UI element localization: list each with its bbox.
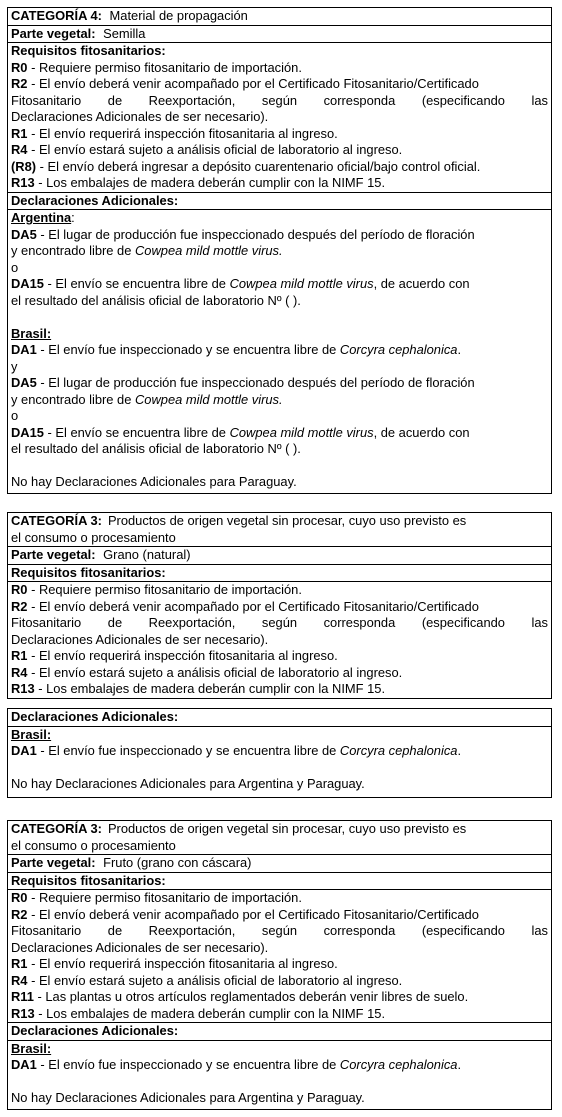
additional-declarations-table [7,708,552,798]
country-argentina: Argentina: [11,210,75,225]
plant-part-row [8,855,551,873]
req-r2: R2 - El envío deberá venir acompañado por el Certificado Fitosanitario/Certificado [11,76,479,91]
decl-da5-line2: y encontrado libre de Cowpea mild mottle virus. [11,391,283,407]
requirements-label: Requisitos fitosanitarios: [11,564,166,580]
plant-part-row [8,547,551,565]
plant-part-row [8,26,551,44]
requirements-label-row [8,565,551,583]
no-declarations-note: No hay Declaraciones Adicionales para Argentina y Paraguay. [11,776,365,791]
req-r2-line3: Declaraciones Adicionales de ser necesario). [11,109,269,124]
req-r2-line2: Fitosanitario de Reexportación, según corresponda (especificando las [11,615,548,630]
country-brasil: Brasil: [11,325,52,341]
req-r8: (R8) - El envío deberá ingresar a depósito cuarentenario oficial/bajo control oficial. [11,158,481,174]
declarations-header-row [8,1023,551,1041]
declarations-label: Declaraciones Adicionales: [11,1023,179,1038]
req-r4: R4 - El envío estará sujeto a análisis oficial de laboratorio al ingreso. [11,972,403,988]
decl-da1: DA1 - El envío fue inspeccionado y se encuentra libre de Corcyra cephalonica. [11,743,462,758]
category-row [8,821,551,855]
decl-or: o [11,259,19,275]
category-text: Material de propagación [109,8,248,23]
no-declarations-note: No hay Declaraciones Adicionales para Paraguay. [11,474,297,489]
plant-part-text: Semilla [103,25,146,41]
plant-part-label: Parte vegetal: [11,547,96,562]
category-4-table [7,7,552,494]
plant-part-label: Parte vegetal: [11,25,96,41]
req-r1: R1 - El envío requerirá inspección fitosanitaria al ingreso. [11,648,338,663]
decl-da5: DA5 - El lugar de producción fue inspeccionado después del período de floración [11,375,475,390]
category-text-line2: el consumo o procesamiento [11,837,176,853]
req-r13: R13 - Los embalajes de madera deberán cumplir con la NIMF 15. [11,175,386,190]
category-label: CATEGORÍA 4: [11,8,102,23]
decl-da15: DA15 - El envío se encuentra libre de Cowpea mild mottle virus, de acuerdo con [11,276,470,291]
declarations-body-row [8,1041,551,1109]
requirements-body-row [8,890,551,1023]
decl-and: y [11,358,18,374]
declarations-header-row [8,709,551,727]
decl-da1: DA1 - El envío fue inspeccionado y se encuentra libre de Corcyra cephalonica. [11,1057,462,1072]
req-r2-line3: Declaraciones Adicionales de ser necesario). [11,631,269,647]
req-r13: R13 - Los embalajes de madera deberán cumplir con la NIMF 15. [11,681,386,696]
requirements-label: Requisitos fitosanitarios: [11,872,166,888]
declarations-label: Declaraciones Adicionales: [11,709,179,724]
no-declarations-note: No hay Declaraciones Adicionales para Argentina y Paraguay. [11,1090,365,1105]
category-text-line2: el consumo o procesamiento [11,529,176,545]
req-r0: R0 - Requiere permiso fitosanitario de importación. [11,582,302,597]
req-r2-line2: Fitosanitario de Reexportación, según corresponda (especificando las [11,923,548,938]
req-r2: R2 - El envío deberá venir acompañado por el Certificado Fitosanitario/Certificado [11,906,479,922]
req-r2: R2 - El envío deberá venir acompañado por el Certificado Fitosanitario/Certificado [11,598,479,614]
declarations-header-row [8,193,551,211]
req-r0: R0 - Requiere permiso fitosanitario de importación. [11,59,302,75]
category-text: Productos de origen vegetal sin procesar, cuyo uso previsto es [107,513,467,528]
decl-da15-line2: el resultado del análisis oficial de laboratorio Nº ( ). [11,441,301,456]
category-3-grain-table [7,512,552,699]
req-r11: R11 - Las plantas u otros artículos reglamentados deberán venir libres de suelo. [11,989,469,1004]
country-brasil: Brasil: [11,1040,52,1056]
plant-part-text: Fruto (grano con cáscara) [103,855,252,870]
req-r1: R1 - El envío requerirá inspección fitosanitaria al ingreso. [11,125,338,141]
declarations-body-row [8,727,551,797]
req-r0: R0 - Requiere permiso fitosanitario de importación. [11,890,302,905]
decl-da5: DA5 - El lugar de producción fue inspeccionado después del período de floración [11,226,475,242]
requirements-label: Requisitos fitosanitarios: [11,43,166,58]
decl-da15: DA15 - El envío se encuentra libre de Cowpea mild mottle virus, de acuerdo con [11,424,470,440]
plant-part-text: Grano (natural) [103,547,191,562]
category-text: Productos de origen vegetal sin procesar, cuyo uso previsto es [107,821,467,836]
req-r4: R4 - El envío estará sujeto a análisis oficial de laboratorio al ingreso. [11,664,403,680]
decl-da15-line2: el resultado del análisis oficial de laboratorio Nº ( ). [11,292,301,308]
category-row [8,8,551,26]
req-r2-line2: Fitosanitario de Reexportación, según corresponda (especificando las [11,92,548,108]
plant-part-label: Parte vegetal: [11,855,96,870]
declarations-label: Declaraciones Adicionales: [11,192,179,208]
req-r2-line3: Declaraciones Adicionales de ser necesario). [11,939,269,955]
category-row [8,513,551,547]
decl-or: o [11,408,19,423]
decl-da1: DA1 - El envío fue inspeccionado y se encuentra libre de Corcyra cephalonica. [11,342,462,357]
decl-da5-line2: y encontrado libre de Cowpea mild mottle virus. [11,243,283,258]
req-r4: R4 - El envío estará sujeto a análisis oficial de laboratorio al ingreso. [11,142,403,157]
requirements-label-row [8,873,551,891]
category-3-fruit-table [7,820,552,1110]
declarations-body-row [8,210,551,493]
requirements-body-row [8,582,551,698]
req-r13: R13 - Los embalajes de madera deberán cumplir con la NIMF 15. [11,1005,386,1021]
requirements-row [8,43,551,193]
country-brasil: Brasil: [11,726,52,742]
req-r1: R1 - El envío requerirá inspección fitosanitaria al ingreso. [11,956,338,971]
category-label: CATEGORÍA 3: [11,513,102,528]
category-label: CATEGORÍA 3: [11,821,102,836]
